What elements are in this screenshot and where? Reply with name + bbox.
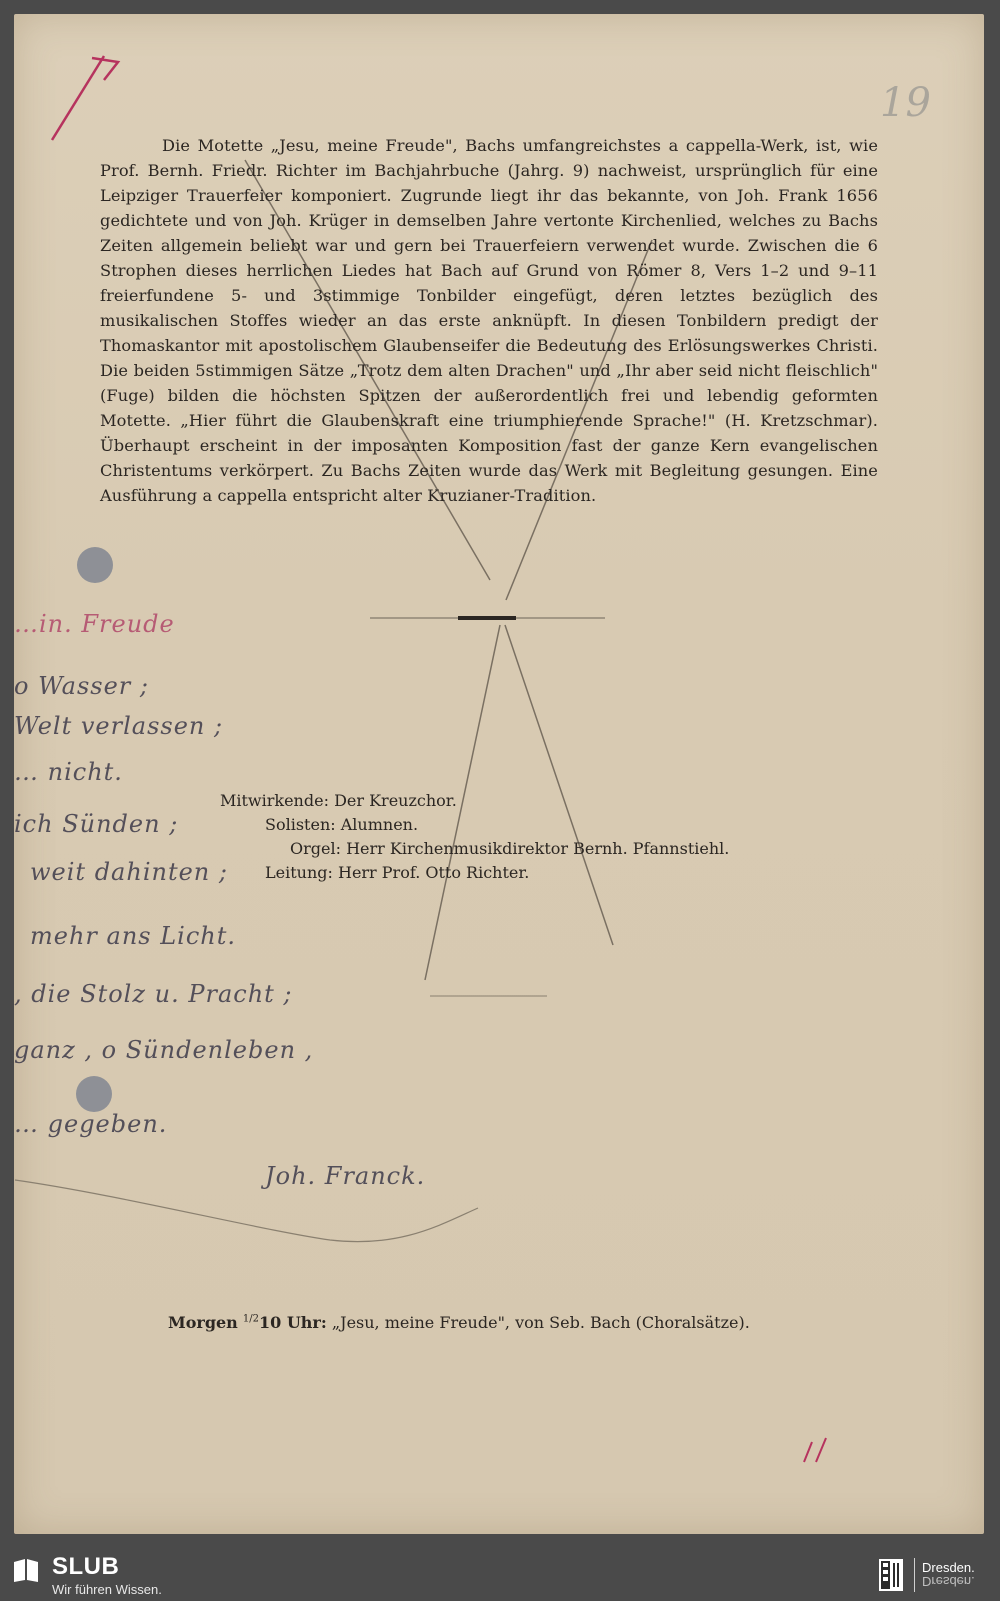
announcement-time: 10 Uhr: [259,1313,327,1332]
handwriting-line: weit dahinten ; [30,858,228,886]
announcement-text: „Jesu, meine Freude", von Seb. Bach (Choralsätze). [331,1313,750,1332]
red-corner-stroke [52,56,104,140]
punch-hole-lower [76,1076,112,1112]
handwriting-signature: Joh. Franck. [265,1162,426,1190]
pencil-page-number: 19 [880,80,931,126]
punch-hole-upper [77,547,113,583]
handwriting-line: … gegeben. [14,1110,168,1138]
credit-role: Solisten: [265,815,336,834]
credit-row [265,862,529,884]
slub-brand[interactable]: SLUB [52,1553,120,1580]
announcement-fraction: 1/2 [242,1313,259,1325]
dresden-city-name-reflection: Dresden. [922,1574,975,1589]
handwriting-line: ich Sünden ; [14,810,179,838]
footer-divider [914,1558,915,1592]
credit-role: Leitung: [265,863,333,882]
slub-tagline: Wir führen Wissen. [52,1582,162,1597]
credit-value: Der Kreuzchor. [334,791,457,810]
credit-row [265,814,418,836]
credit-value: Alumnen. [340,815,419,834]
handwriting-line: o Wasser ; [14,672,149,700]
pencil-x-right-lower [505,625,613,945]
handwriting-line: mehr ans Licht. [30,922,237,950]
slub-book-icon[interactable] [12,1556,40,1584]
dresden-crest-icon[interactable] [878,1558,904,1592]
credit-row [220,790,457,812]
credit-role: Orgel: [290,839,341,858]
credit-role: Mitwirkende: [220,791,329,810]
credit-value: Herr Prof. Otto Richter. [337,863,530,882]
handwriting-line: Welt verlassen ; [14,712,224,740]
handwriting-pink-line: …in. Freude [14,610,175,638]
handwriting-line: … nicht. [14,758,123,786]
program-note-text: Die Motette „Jesu, meine Freude", Bachs umfangreichstes a cappella-Werk, ist, wie Prof. Bernh. Friedr. Richter im Bachjahrbuche (Jahrg. 9) nachweist, ursprünglich für eine Leipziger Trauerfeier komponiert. Zugrunde liegt ihr das bekannte, von Joh. Frank 1656 gedichtete und von Joh. Krüger in demselben Jahre vertonte Kirchenlied, welches zu Bachs Zeiten allgemein beliebt war und gern bei Trauerfeiern verwendet wurde. Zwischen die 6 Strophen dieses herrlichen Liedes hat Bach auf Grund von Römer 8, Vers 1–2 und 9–11 freierfundene 5- und 3stimmige Tonbilder eingefügt, deren letztes bezüglich des musikalischen Stoffes wieder an das erste anknüpft. In diesen Tonbildern predigt der Thomaskantor mit apostolischem Glaubenseifer die Bedeutung des Erlösungswerkes Christi. Die beiden 5stimmigen Sätze „Trotz dem alten Drachen" und „Ihr aber seid nicht fleischlich" (Fuge) bilden die höchsten Spitzen der außerordentlich frei und lebendig geformten Motette. „Hier führt die Glaubenskraft eine triumphierende Sprache!" (H. Kretzschmar). Überhaupt erscheint in der imposanten Komposition fast der ganze Kern evangelischen Christentums verkörpert. Zu Bachs Zeiten wurde das Werk mit Begleitung gesungen. Eine Ausführung a cappella entspricht alter Kruzianer-Tradition. [100,136,878,505]
next-service-announcement [168,1313,750,1332]
credit-value: Herr Kirchenmusikdirektor Bernh. Pfannstiehl. [346,839,730,858]
dresden-city-name[interactable]: Dresden. [922,1560,975,1575]
red-bottom-mark [804,1438,826,1462]
handwriting-line: , die Stolz u. Pracht ; [14,980,293,1008]
handwriting-line: ganz , o Sündenleben , [14,1036,314,1064]
credit-row [290,838,729,860]
announcement-prefix: Morgen [168,1313,238,1332]
